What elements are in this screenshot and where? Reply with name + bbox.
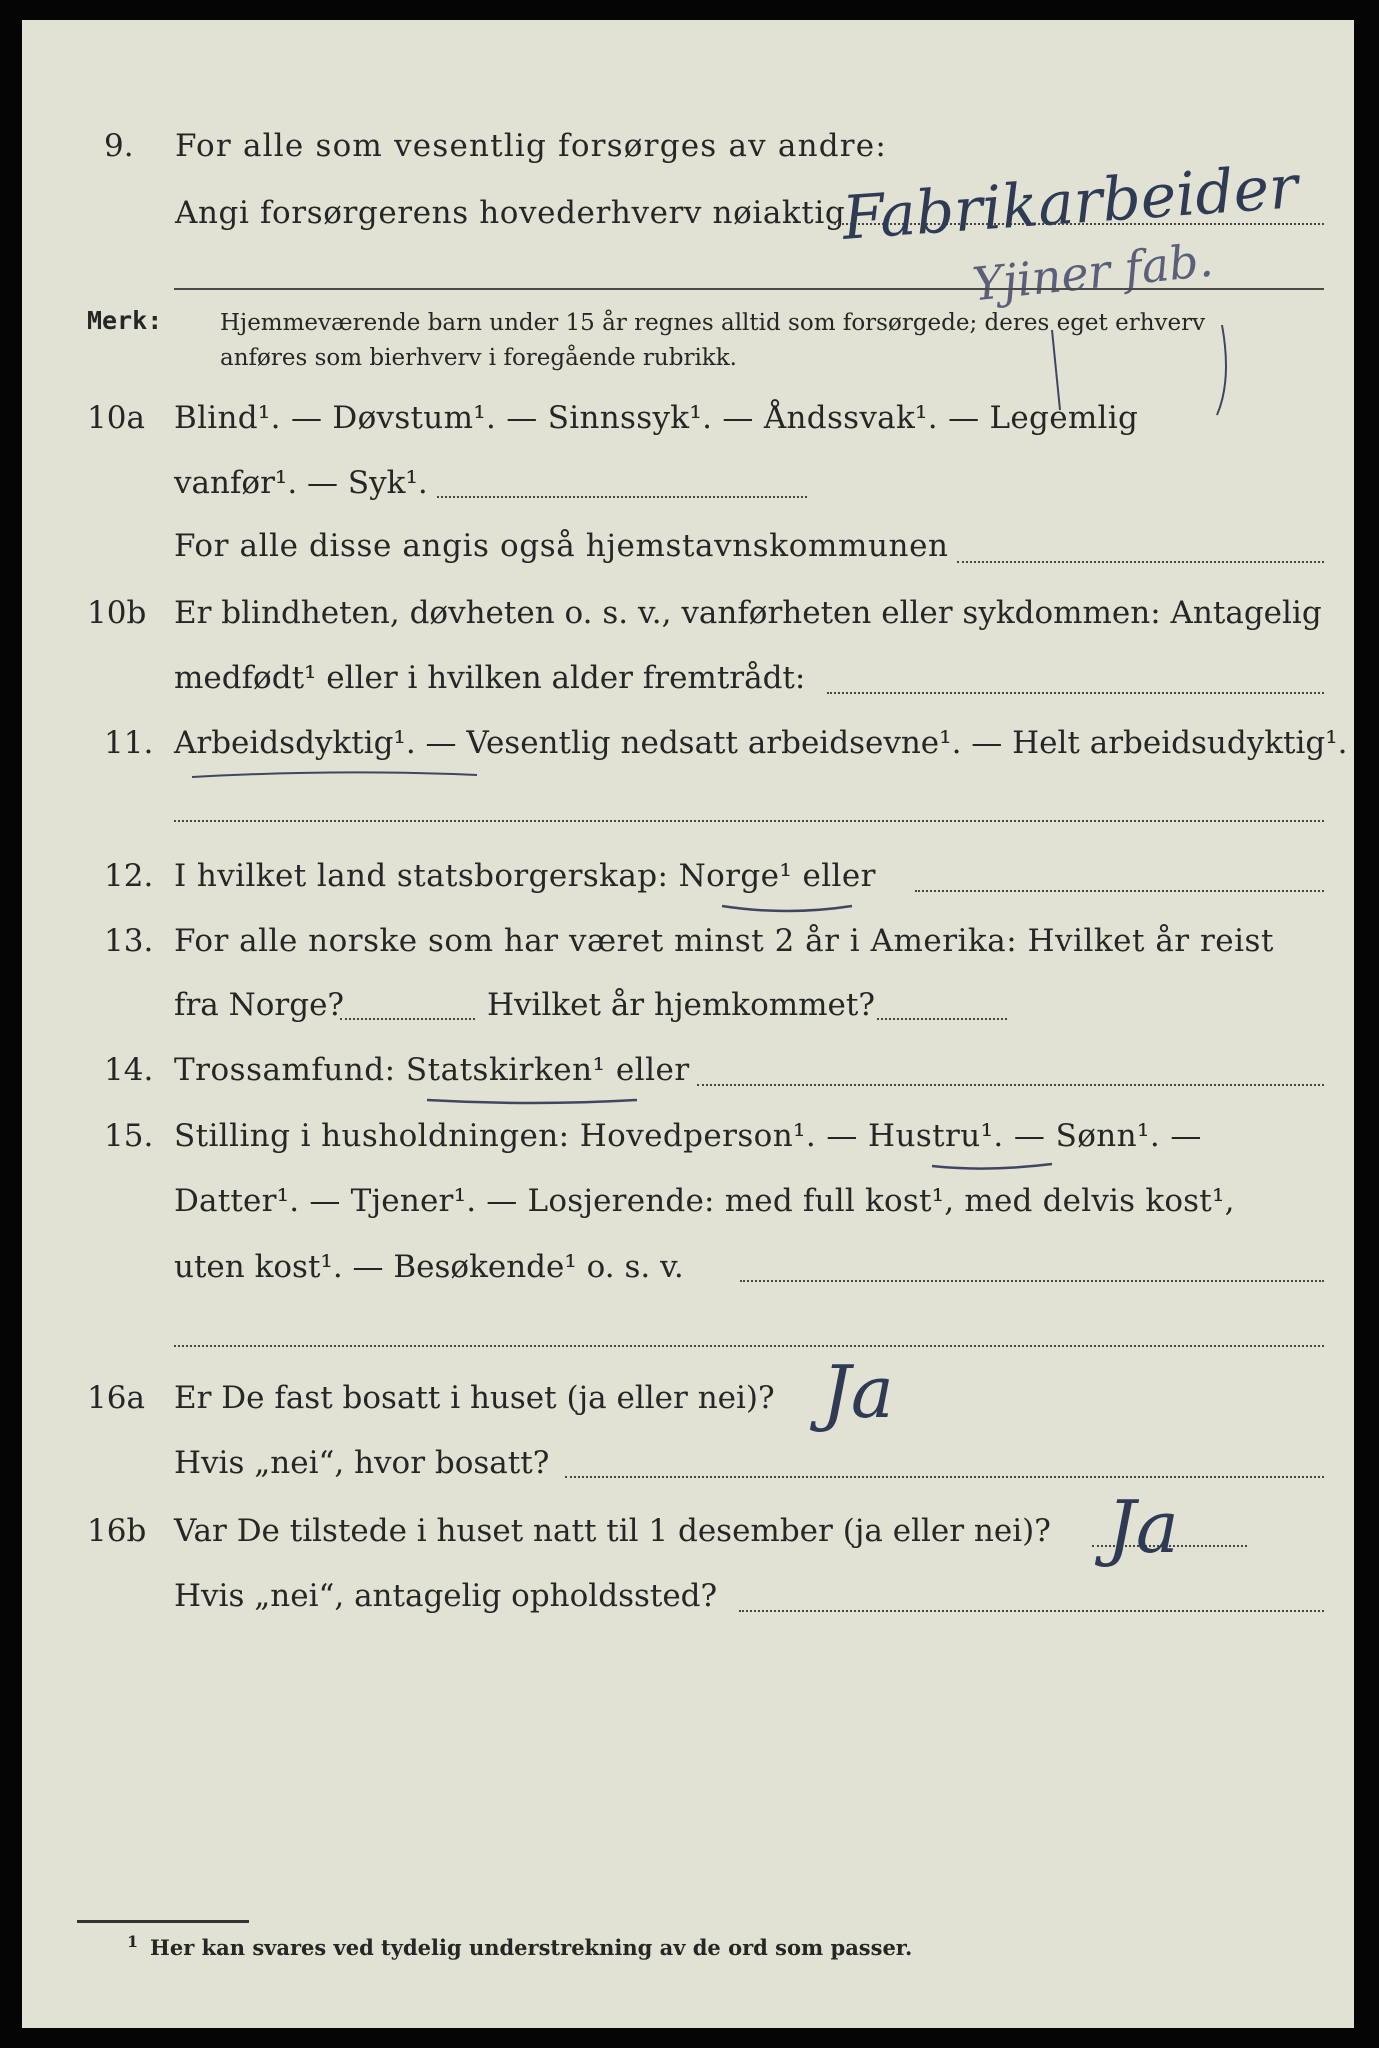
q16a-answer-line [565, 1476, 1324, 1478]
q10a-syk-line [437, 496, 807, 498]
q15-line3: uten kost¹. — Besøkende¹ o. s. v. [174, 1249, 684, 1285]
q10a-line3: For alle disse angis også hjemstavnskommunen [174, 528, 949, 564]
q11-number: 11. [104, 725, 154, 761]
q14-answer-line [697, 1084, 1324, 1086]
q13-line1: For alle norske som har været minst 2 år i Amerika: Hvilket år reist [174, 923, 1274, 959]
q10a-kommune-line [957, 561, 1324, 563]
q16a-handwritten-answer: Ja [822, 1350, 894, 1434]
q12-line1: I hvilket land statsborgerskap: Norge¹ eller [174, 858, 876, 894]
q12-norge-underline [717, 898, 857, 920]
q15-number: 15. [104, 1118, 154, 1154]
q10b-line1: Er blindheten, døvheten o. s. v., vanførheten eller sykdommen: Antagelig [174, 595, 1322, 631]
q13-number: 13. [104, 923, 154, 959]
q15-hustru-underline [927, 1158, 1057, 1178]
q16b-handwritten-answer: Ja [1107, 1485, 1179, 1569]
footnote-text: Her kan svares ved tydelig understrekning av de ord som passer. [150, 1935, 913, 1960]
q15-line1: Stilling i husholdningen: Hovedperson¹. — Hustru¹. — Sønn¹. — [174, 1118, 1202, 1154]
merk-text-1: Hjemmeværende barn under 15 år regnes alltid som forsørgede; deres eget erhverv [220, 310, 1206, 336]
q11-answer-line [174, 820, 1324, 822]
q16a-line1: Er De fast bosatt i huset (ja eller nei)? [174, 1380, 775, 1416]
q16b-number: 16b [87, 1513, 147, 1549]
q16a-number: 16a [87, 1380, 145, 1416]
merk-label: Merk: [87, 306, 163, 335]
q10a-line1: Blind¹. — Døvstum¹. — Sinnssyk¹. — Åndssvak¹. — Legemlig [174, 400, 1139, 436]
q9-rule [174, 288, 1324, 290]
q13-line2b: Hvilket år hjemkommet? [487, 987, 875, 1023]
q10b-answer-line [827, 692, 1324, 694]
merk-text-2: anføres som bierhverv i foregående rubrikk. [220, 345, 737, 371]
census-form-page [22, 20, 1354, 2028]
q15-extra-line [174, 1345, 1324, 1347]
q15-answer-line [740, 1280, 1324, 1282]
q14-line1: Trossamfund: Statskirken¹ eller [174, 1052, 690, 1088]
q9-line2: Angi forsørgerens hovederhverv nøiaktig [175, 195, 846, 231]
q9-line1: For alle som vesentlig forsørges av andre: [175, 128, 887, 164]
footnote-marker: 1 [127, 1932, 139, 1951]
q16b-line2: Hvis „nei“, antagelig opholdssted? [174, 1578, 718, 1614]
q13-reist-line [340, 1018, 475, 1020]
q16a-line2: Hvis „nei“, hvor bosatt? [174, 1445, 550, 1481]
q9-handwritten-answer: Fabrikarbeider [840, 152, 1301, 254]
q10a-number: 10a [87, 400, 145, 436]
q15-line2: Datter¹. — Tjener¹. — Losjerende: med full kost¹, med delvis kost¹, [174, 1183, 1235, 1219]
q9-number: 9. [104, 128, 134, 164]
q13-hjemkommet-line [877, 1018, 1007, 1020]
q10b-number: 10b [87, 595, 147, 631]
q12-number: 12. [104, 858, 154, 894]
q16b-oppholdssted-line [739, 1610, 1324, 1612]
q13-line2a: fra Norge? [174, 987, 345, 1023]
footnote-rule [77, 1920, 249, 1923]
q9-pencil-note: Yjiner fab. [969, 232, 1216, 312]
q11-underline-mark [187, 765, 487, 785]
q14-number: 14. [104, 1052, 154, 1088]
q16b-line1: Var De tilstede i huset natt til 1 desember (ja eller nei)? [174, 1513, 1051, 1549]
q12-answer-line [915, 890, 1324, 892]
q11-line1: Arbeidsdyktig¹. — Vesentlig nedsatt arbeidsevne¹. — Helt arbeidsudyktig¹. [174, 725, 1348, 761]
q14-statskirken-underline [422, 1092, 642, 1112]
q10b-line2: medfødt¹ eller i hvilken alder fremtrådt: [174, 660, 806, 696]
q10a-line2: vanfør¹. — Syk¹. [174, 465, 428, 501]
